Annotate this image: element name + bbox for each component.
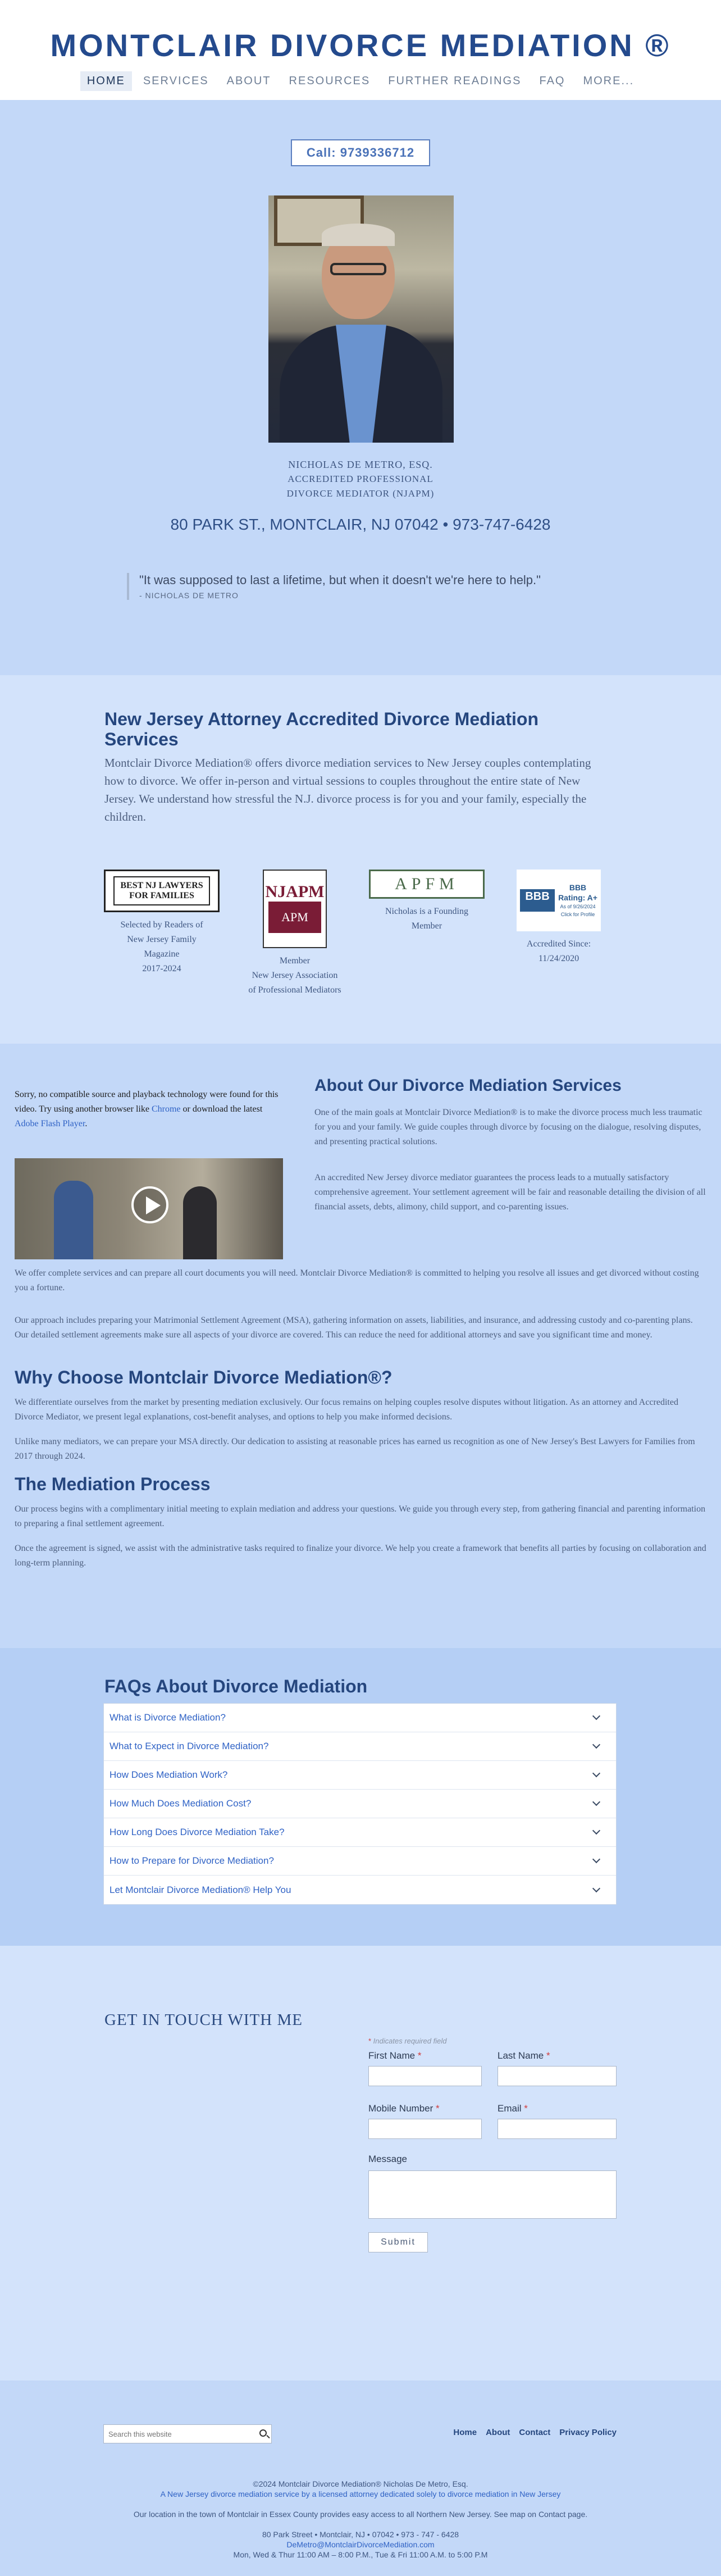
- accredited-section: [0, 675, 721, 1044]
- video-person-right: [183, 1186, 217, 1259]
- site-title[interactable]: MONTCLAIR DIVORCE MEDIATION ®: [50, 28, 671, 63]
- chevron-down-icon: [592, 1855, 600, 1863]
- about-paragraph-3: We offer complete services and can prepare all court documents you will need. Montclair Divorce Mediation® is committed to helping you resolve all issues and get divorced without costing you a fortune.: [15, 1268, 699, 1292]
- footer-links: [453, 2428, 617, 2437]
- faq-section: [0, 1648, 721, 1946]
- nav-resources[interactable]: RESOURCES: [289, 75, 371, 87]
- flash-player-link[interactable]: Adobe Flash Player: [15, 1119, 85, 1128]
- nav-faq[interactable]: FAQ: [539, 75, 565, 87]
- main-nav: [0, 71, 721, 91]
- badge-njapm: NJAPM APM Member New Jersey Association of Professional Mediators: [236, 870, 354, 998]
- about-paragraph-8: Once the agreement is signed, we assist with the administrative tasks required to finalize your divorce. We help you create a framework that benefits all parties by focusing on collaboration and long-term planning.: [15, 1544, 706, 1568]
- chevron-down-icon: [592, 1884, 600, 1892]
- attorney-title-1: ACCREDITED PROFESSIONAL: [288, 474, 433, 484]
- chevron-down-icon: [592, 1712, 600, 1720]
- about-paragraph-4: Our approach includes preparing your Matrimonial Settlement Agreement (MSA), gathering information on assets, liabilities, and insurance, and addressing custody and co-parenting plans. Our detailed settlement agreements make sure all aspects of your divorce are covered. This can reduce the need for additional attorneys and save you significant time and money.: [15, 1316, 693, 1340]
- attorney-title-2: DIVORCE MEDIATOR (NJAPM): [286, 488, 435, 499]
- best-nj-lawyers-logo[interactable]: BEST NJ LAWYERS FOR FAMILIES: [104, 870, 220, 912]
- accredited-heading: New Jersey Attorney Accredited Divorce Mediation Services: [104, 709, 539, 749]
- about-heading: About Our Divorce Mediation Services: [314, 1076, 622, 1095]
- faq-item[interactable]: How Long Does Divorce Mediation Take?: [104, 1818, 616, 1847]
- email-input[interactable]: [498, 2119, 617, 2139]
- apfm-logo[interactable]: APFM: [369, 870, 485, 899]
- nav-about[interactable]: ABOUT: [226, 75, 271, 87]
- mediation-process-heading: The Mediation Process: [15, 1474, 211, 1494]
- attorney-credentials: [0, 457, 721, 501]
- last-name-input[interactable]: [498, 2066, 617, 2086]
- why-choose-heading: Why Choose Montclair Divorce Mediation®?: [15, 1367, 393, 1387]
- first-name-input[interactable]: [368, 2066, 482, 2086]
- chevron-down-icon: [592, 1769, 600, 1777]
- footer-copyright: ©2024 Montclair Divorce Mediation® Nicholas De Metro, Esq.: [253, 2479, 468, 2488]
- chevron-down-icon: [592, 1798, 600, 1806]
- site-header: [0, 0, 721, 100]
- message-label: Message: [368, 2154, 407, 2164]
- footer-search: [103, 2424, 272, 2443]
- badge-best-nj-lawyers: BEST NJ LAWYERS FOR FAMILIES Selected by Readers of New Jersey Family Magazine 2017-2024: [100, 870, 223, 976]
- attorney-portrait: [268, 195, 454, 443]
- submit-button[interactable]: Submit: [368, 2232, 428, 2252]
- hero-section: [0, 100, 721, 675]
- contact-section: [0, 1946, 721, 2381]
- hero-quote: [127, 573, 599, 600]
- faq-item[interactable]: What to Expect in Divorce Mediation?: [104, 1732, 616, 1761]
- badge-bbb: BBB BBB Rating: A+ As of 9/26/2024 Click for Profile Accredited Since: 11/24/2020: [511, 870, 606, 966]
- video-player[interactable]: [15, 1158, 283, 1259]
- nav-more[interactable]: MORE...: [583, 75, 635, 87]
- chevron-down-icon: [592, 1741, 600, 1749]
- about-section: [0, 1044, 721, 1648]
- footer-email[interactable]: DeMetro@MontclairDivorceMediation.com: [286, 2540, 435, 2549]
- play-icon[interactable]: [131, 1186, 168, 1223]
- first-name-label: First Name *: [368, 2050, 422, 2061]
- faq-item[interactable]: How Does Mediation Work?: [104, 1761, 616, 1790]
- chevron-down-icon: [592, 1827, 600, 1835]
- mobile-input[interactable]: [368, 2119, 482, 2139]
- video-person-left: [54, 1181, 93, 1259]
- chrome-link[interactable]: Chrome: [151, 1104, 181, 1114]
- about-paragraph-5: We differentiate ourselves from the market by presenting mediation exclusively. Our focus remains on helping couples resolve disputes without litigation. As an attorney and Accredited Divorce Mediator, we present legal explanations, cost-benefit analyses, and options to help you make informed decisions.: [15, 1398, 678, 1422]
- video-unsupported-message: Sorry, no compatible source and playback technology were found for this video. Try using another browser like Chrome or download the latest Adobe Flash Player.: [15, 1090, 279, 1128]
- faq-item[interactable]: How to Prepare for Divorce Mediation?: [104, 1847, 616, 1876]
- footer-link-contact[interactable]: Contact: [519, 2428, 551, 2437]
- njapm-logo[interactable]: NJAPM APM: [263, 870, 327, 948]
- footer-street: 80 Park Street • Montclair, NJ • 07042 • 973 - 747 - 6428: [262, 2530, 459, 2539]
- portrait-glasses: [330, 263, 386, 275]
- quote-author: - NICHOLAS DE METRO: [139, 591, 239, 600]
- footer-location: Our location in the town of Montclair in Essex County provides easy access to all Northern New Jersey. See map on Contact page.: [133, 2510, 588, 2519]
- about-paragraph-1: One of the main goals at Montclair Divorce Mediation® is to make the divorce process much less traumatic for you and your family. We guide couples through divorce by focusing on the dialogue, resolving disputes, and presenting practical solutions.: [314, 1108, 702, 1146]
- office-address: 80 PARK ST., MONTCLAIR, NJ 07042 • 973-747-6428: [170, 516, 551, 533]
- message-textarea[interactable]: [368, 2170, 617, 2219]
- footer-link-privacy[interactable]: Privacy Policy: [559, 2428, 617, 2437]
- accredited-body: Montclair Divorce Mediation® offers divorce mediation services to New Jersey couples contemplating how to divorce. We offer in-person and virtual sessions to couples throughout the entire state of New Jersey. We understand how stressful the N.J. divorce process is for you and your family, especially the children.: [104, 756, 591, 823]
- about-paragraph-6: Unlike many mediators, we can prepare your MSA directly. Our dedication to assisting at reasonable prices has earned us recognition as one of New Jersey's Best Lawyers for Families from 2017 through 2024.: [15, 1437, 695, 1461]
- portrait-hair: [322, 224, 395, 246]
- about-paragraph-2: An accredited New Jersey divorce mediator guarantees the process leads to a mutually satisfactory comprehensive agreement. Your settlement agreement will be fair and reasonable detailing the division of all financial assets, debts, alimony, child support, and co-parenting issues.: [314, 1173, 706, 1212]
- quote-text: "It was supposed to last a lifetime, but when it doesn't we're here to help.": [139, 573, 541, 587]
- nav-further-readings[interactable]: FURTHER READINGS: [388, 75, 522, 87]
- search-input[interactable]: [104, 2425, 250, 2443]
- footer-tagline[interactable]: A New Jersey divorce mediation service by a licensed attorney dedicated solely to divorce mediation in New Jersey: [160, 2489, 561, 2498]
- email-label: Email *: [498, 2103, 528, 2114]
- nav-home[interactable]: HOME: [80, 71, 132, 91]
- nav-services[interactable]: SERVICES: [143, 75, 209, 87]
- faq-heading: FAQs About Divorce Mediation: [104, 1676, 368, 1696]
- bbb-logo-icon: BBB: [520, 889, 555, 912]
- bbb-seal[interactable]: BBB BBB Rating: A+ As of 9/26/2024 Click for Profile: [517, 870, 601, 931]
- badge-apfm: APFM Nicholas is a Founding Member: [365, 870, 489, 934]
- call-button[interactable]: Call: 9739336712: [291, 139, 430, 166]
- footer-link-about[interactable]: About: [486, 2428, 510, 2437]
- faq-accordion: [103, 1703, 617, 1905]
- last-name-label: Last Name *: [498, 2050, 550, 2061]
- faq-item[interactable]: What is Divorce Mediation?: [104, 1704, 616, 1732]
- faq-item[interactable]: Let Montclair Divorce Mediation® Help You: [104, 1876, 616, 1904]
- footer-link-home[interactable]: Home: [453, 2428, 477, 2437]
- contact-heading: GET IN TOUCH WITH ME: [104, 2011, 303, 2029]
- mobile-label: Mobile Number *: [368, 2103, 440, 2114]
- search-icon[interactable]: [259, 2429, 267, 2437]
- site-footer: [0, 2381, 721, 2576]
- footer-hours: Mon, Wed & Thur 11:00 AM – 8:00 P.M., Tue & Fri 11:00 A.M. to 5:00 P.M: [233, 2550, 488, 2559]
- faq-item[interactable]: How Much Does Mediation Cost?: [104, 1790, 616, 1818]
- attorney-name: NICHOLAS DE METRO, ESQ.: [288, 459, 433, 470]
- about-paragraph-7: Our process begins with a complimentary initial meeting to explain mediation and address your questions. We guide you through every step, from gathering financial and parenting information to preparing a final settlement agreement.: [15, 1504, 706, 1528]
- required-note: * Indicates required field: [368, 2037, 447, 2045]
